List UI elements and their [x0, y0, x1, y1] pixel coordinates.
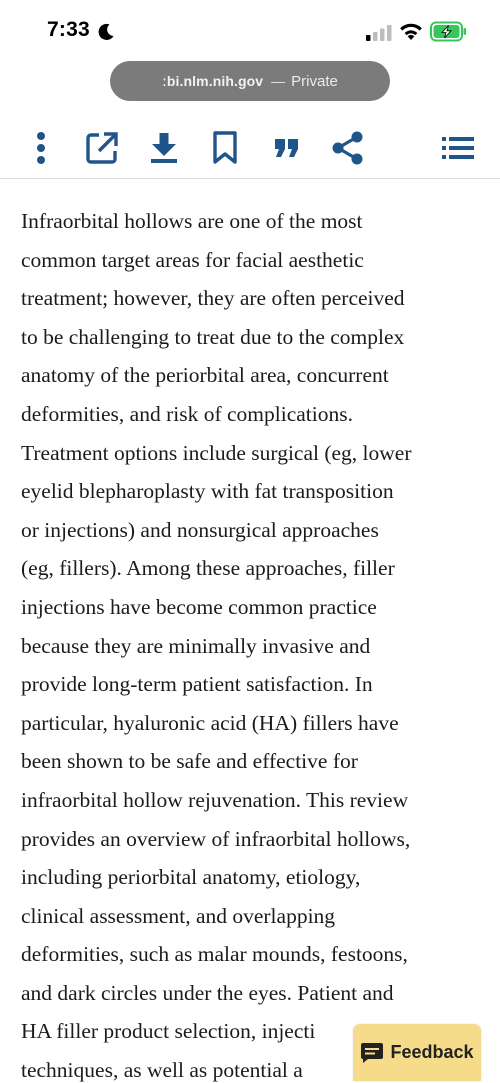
feedback-label: Feedback: [390, 1042, 474, 1062]
download-button[interactable]: [144, 128, 184, 168]
article-line: to be challenging to treat due to the complex: [21, 324, 405, 349]
article-line: (eg, fillers). Among these approaches, filler: [21, 556, 395, 581]
bookmark-icon: [212, 131, 238, 165]
cite-quote-icon: [274, 138, 300, 158]
article-line: provides an overview of infraorbital hollows,: [21, 826, 411, 851]
url-domain: ːbi.nlm.nih.gov: [162, 73, 264, 89]
cellular-signal-icon: [366, 24, 392, 41]
article-line: infraorbital hollow rejuvenation. This review: [21, 787, 409, 812]
article-line: injections have become common practice: [21, 594, 377, 619]
article-line: deformities, such as malar mounds, festoons,: [21, 942, 408, 967]
cite-button[interactable]: [267, 128, 307, 168]
article-line: been shown to be safe and effective for: [21, 749, 358, 774]
article-abstract: [21, 202, 487, 1083]
status-time: 7:33: [47, 18, 90, 41]
download-icon: [149, 132, 179, 164]
article-line: anatomy of the periorbital area, concurrent: [21, 363, 389, 388]
article-line: provide long-term patient satisfaction. In: [21, 672, 373, 697]
table-of-contents-icon: [441, 136, 475, 160]
article-line: treatment; however, they are often perceived: [21, 286, 405, 311]
feedback-chat-icon: [360, 1042, 384, 1064]
article-line: clinical assessment, and overlapping: [21, 903, 336, 928]
private-mode-label: Private: [291, 72, 338, 90]
open-external-icon: [85, 131, 119, 165]
url-separator: —: [271, 73, 286, 89]
article-line: or injections) and nonsurgical approaches: [21, 517, 379, 542]
feedback-button[interactable]: [353, 1024, 481, 1081]
bookmark-button[interactable]: [205, 128, 245, 168]
article-line: Treatment options include surgical (eg, lower: [21, 440, 412, 465]
status-bar: [0, 0, 500, 60]
article-line: eyelid blepharoplasty with fat transposition: [21, 479, 394, 504]
share-button[interactable]: [328, 128, 368, 168]
more-vertical-icon: [35, 131, 47, 165]
article-toolbar: [0, 118, 500, 179]
article-line: deformities, and risk of complications.: [21, 401, 353, 426]
battery-charging-icon: [430, 21, 468, 42]
article-line: Infraorbital hollows are one of the most: [21, 209, 363, 233]
article-line: and dark circles under the eyes. Patient and: [21, 980, 394, 1005]
wifi-icon: [399, 22, 423, 41]
article-line: because they are minimally invasive and: [21, 633, 371, 658]
article-line: HA filler product selection, injecti: [21, 1019, 316, 1044]
open-external-button[interactable]: [82, 128, 122, 168]
article-line: techniques, as well as potential a: [21, 1058, 303, 1083]
more-options-button[interactable]: [21, 128, 61, 168]
address-bar[interactable]: [110, 61, 390, 101]
table-of-contents-button[interactable]: [438, 128, 478, 168]
moon-icon: [96, 22, 116, 42]
share-icon: [331, 131, 365, 165]
article-line: particular, hyaluronic acid (HA) fillers have: [21, 710, 399, 735]
article-line: including periorbital anatomy, etiology,: [21, 865, 361, 890]
article-line: common target areas for facial aesthetic: [21, 247, 364, 272]
